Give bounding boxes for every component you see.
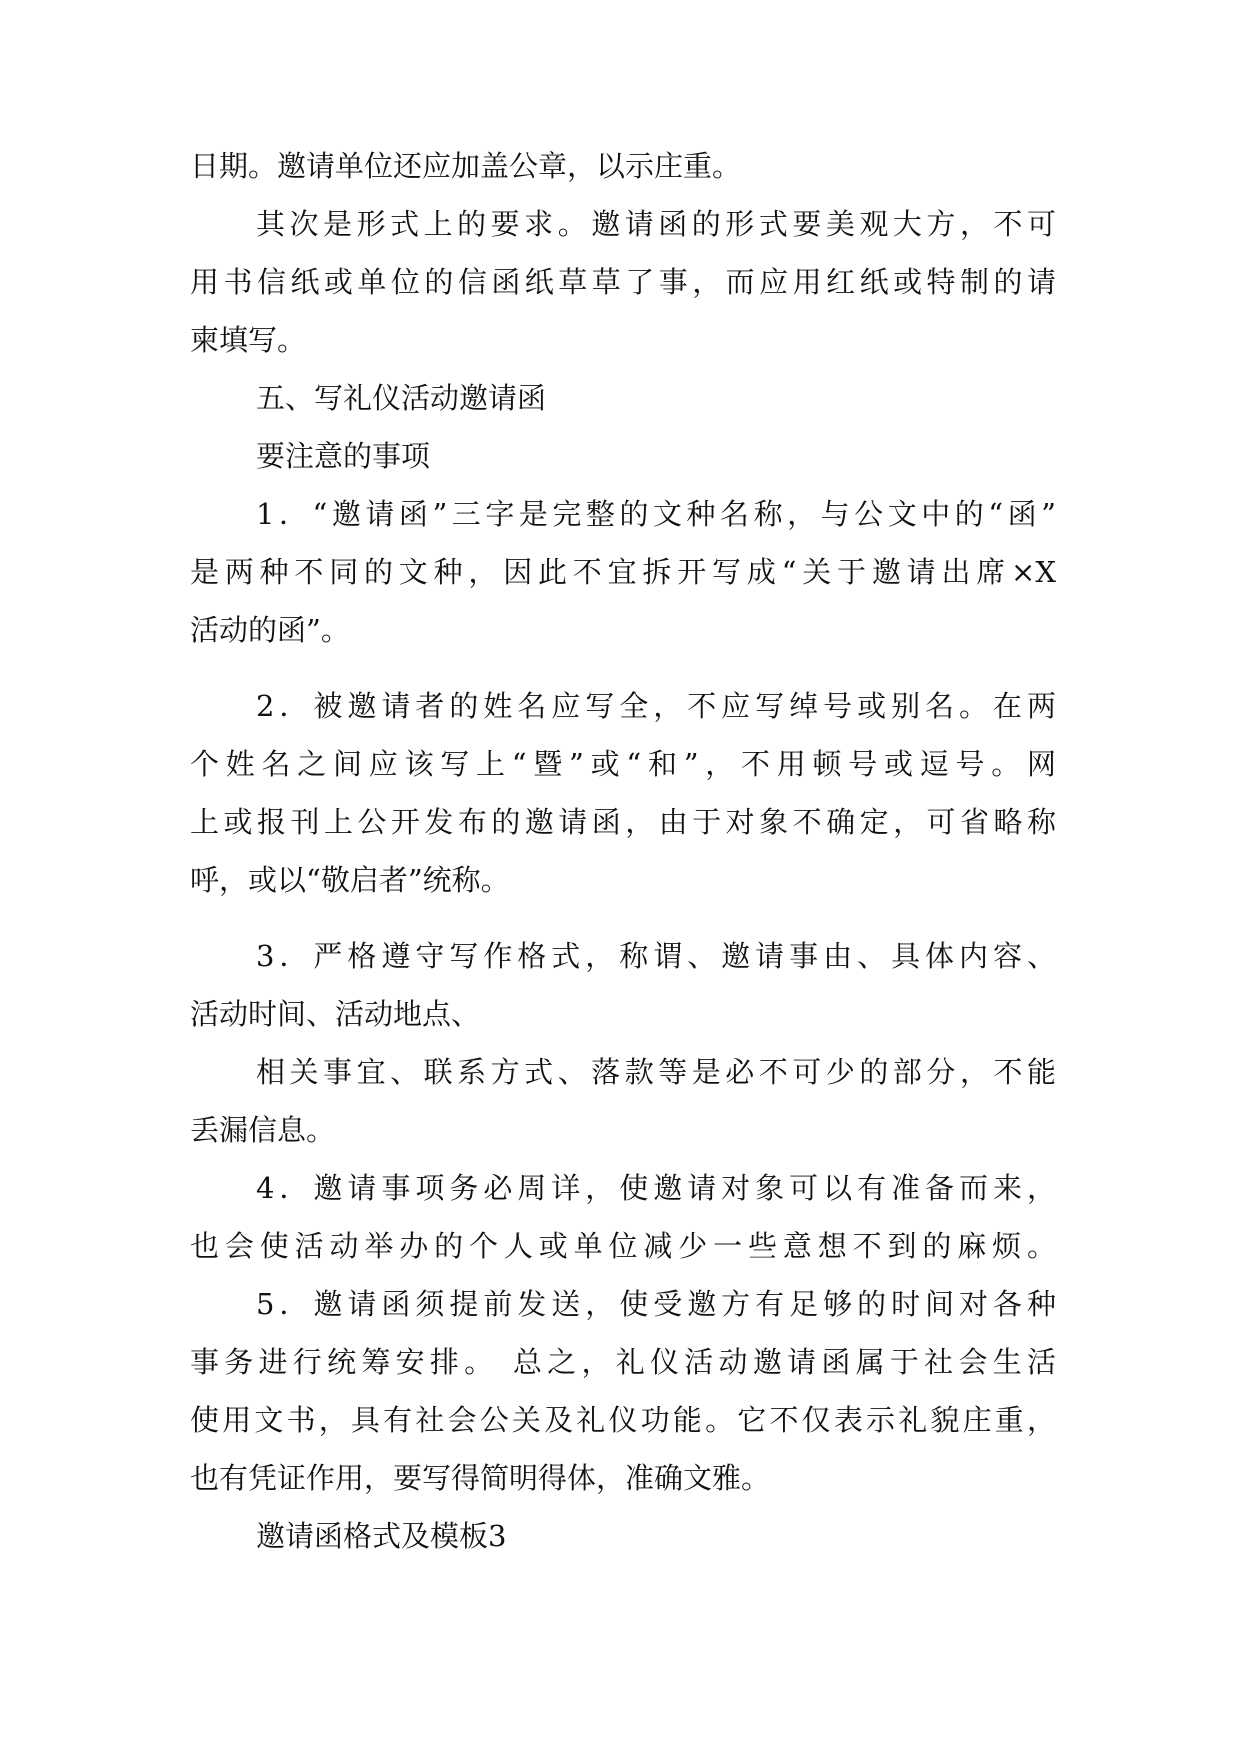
text-line-content: 活动的函”。	[190, 613, 350, 647]
text-line-content: 事务进行统筹安排。 总之，礼仪活动邀请函属于社会生活	[190, 1345, 1056, 1379]
text-line	[190, 1226, 1056, 1266]
list-item	[256, 686, 1056, 726]
list-item	[256, 1284, 1056, 1324]
text-line-content: 4．邀请事项务必周详，使邀请对象可以有准备而来，	[256, 1171, 1056, 1205]
list-item	[256, 494, 1056, 534]
text-line	[190, 994, 1060, 1034]
text-line-content: 5．邀请函须提前发送，使受邀方有足够的时间对各种	[256, 1287, 1056, 1321]
text-line	[190, 860, 1060, 900]
text-line	[190, 1110, 1060, 1150]
text-line-content: 1．“邀请函”三字是完整的文种名称，与公文中的“函”	[256, 497, 1056, 531]
text-line	[190, 320, 1060, 360]
section-heading	[256, 378, 1056, 418]
text-line-content: 使用文书，具有社会公关及礼仪功能。它不仅表示礼貌庄重，	[190, 1403, 1056, 1437]
text-line-content: 日期。邀请单位还应加盖公章，以示庄重。	[190, 149, 742, 183]
text-line-content: 2．被邀请者的姓名应写全，不应写绰号或别名。在两	[256, 689, 1056, 723]
text-line-content: 用书信纸或单位的信函纸草草了事，而应用红纸或特制的请	[190, 265, 1056, 299]
text-line-content: 3．严格遵守写作格式，称谓、邀请事由、具体内容、	[256, 939, 1056, 973]
text-line	[190, 262, 1056, 302]
text-line-content: 柬填写。	[190, 323, 307, 357]
text-line-content: 活动时间、活动地点、	[190, 997, 481, 1031]
text-line-content: 呼，或以“敬启者”统称。	[190, 863, 510, 897]
text-line	[190, 1400, 1056, 1440]
text-line	[190, 802, 1056, 842]
section-heading	[256, 1516, 1056, 1556]
text-line	[190, 610, 1060, 650]
section-subheading-text: 要注意的事项	[256, 439, 431, 473]
text-line	[190, 146, 1060, 186]
section-heading-text: 五、写礼仪活动邀请函	[256, 381, 547, 415]
text-line-content: 上或报刊上公开发布的邀请函，由于对象不确定，可省略称	[190, 805, 1056, 839]
list-item	[256, 1168, 1056, 1208]
text-line	[256, 204, 1056, 244]
text-line	[190, 552, 1056, 592]
text-line-content: 也有凭证作用，要写得简明得体，准确文雅。	[190, 1461, 771, 1495]
text-line-content: 也会使活动举办的个人或单位减少一些意想不到的麻烦。	[190, 1229, 1056, 1263]
section-heading-text: 邀请函格式及模板3	[256, 1519, 507, 1553]
text-line	[190, 1342, 1056, 1382]
text-line-content: 是两种不同的文种，因此不宜拆开写成“关于邀请出席×X	[190, 555, 1056, 589]
text-line	[190, 744, 1056, 784]
text-line-content: 其次是形式上的要求。邀请函的形式要美观大方，不可	[256, 207, 1056, 241]
text-line-content: 相关事宜、联系方式、落款等是必不可少的部分，不能	[256, 1055, 1056, 1089]
text-line-content: 个姓名之间应该写上“暨”或“和”，不用顿号或逗号。网	[190, 747, 1056, 781]
section-subheading	[256, 436, 1056, 476]
text-line-content: 丢漏信息。	[190, 1113, 336, 1147]
text-line	[190, 1458, 1060, 1498]
list-item	[256, 936, 1056, 976]
text-line	[256, 1052, 1056, 1092]
